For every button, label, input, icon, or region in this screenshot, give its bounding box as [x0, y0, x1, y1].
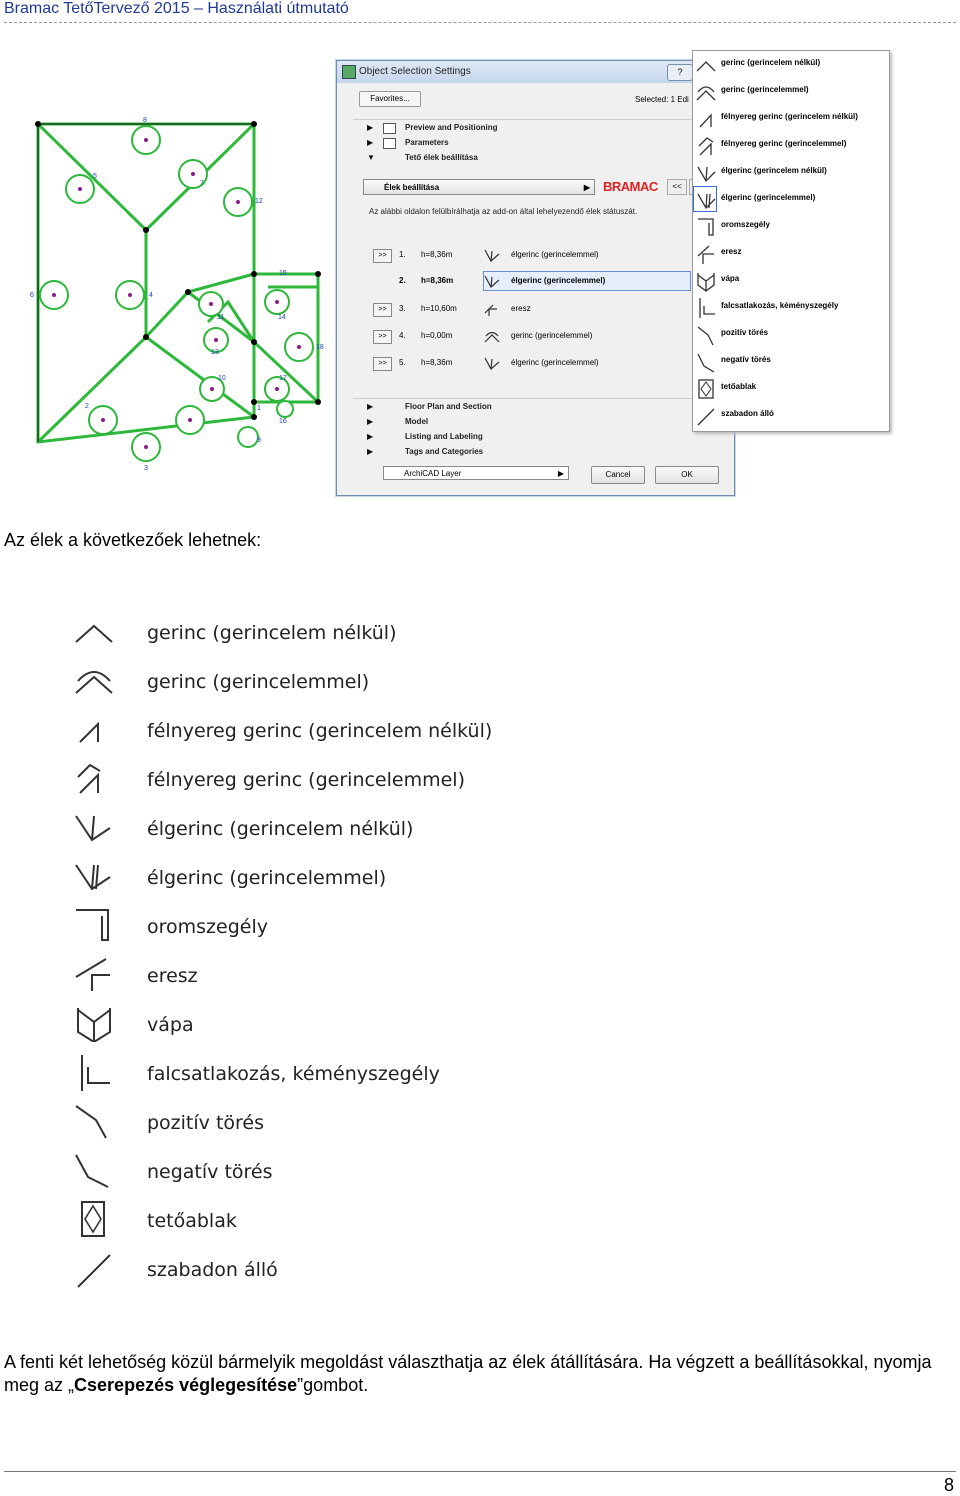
dropdown-option[interactable]: negatív törés	[693, 348, 889, 375]
row-go-button[interactable]: >>	[373, 330, 392, 344]
section-teto-elek[interactable]: Tető élek beállítása	[405, 153, 478, 162]
elgerinc-gerincelemmel-icon	[70, 855, 118, 895]
plan-label: 6	[30, 292, 34, 299]
gerinc-icon	[483, 328, 501, 344]
plan-label: 15	[279, 270, 287, 277]
dropdown-option[interactable]: vápa	[693, 267, 889, 294]
section-floor-plan[interactable]: Floor Plan and Section	[405, 402, 492, 411]
plan-label: 17	[279, 375, 287, 382]
gerinc-icon	[695, 53, 717, 77]
dropdown-option[interactable]: eresz	[693, 240, 889, 267]
elgerinc-icon	[483, 355, 501, 371]
section-preview[interactable]: Preview and Positioning	[405, 123, 498, 132]
dropdown-option[interactable]: tetőablak	[693, 375, 889, 402]
row-go-button[interactable]: >>	[373, 249, 392, 263]
plan-label: 8	[143, 117, 147, 124]
info-text: Az alábbi oldalon felülbírálhatja az add-on által lehelyezendő élek státuszát.	[369, 207, 638, 216]
edge-row[interactable]: >> 4. h=0,00m gerinc (gerincelemmel)	[373, 328, 693, 346]
legend-item: pozitív törés	[70, 1100, 670, 1149]
section-tags[interactable]: Tags and Categories	[405, 447, 484, 456]
edge-row[interactable]: >> 3. h=10,60m eresz	[373, 301, 693, 319]
page-number: 8	[943, 1475, 954, 1495]
row-go-button[interactable]: >>	[373, 303, 392, 317]
tetoablak-icon	[70, 1198, 118, 1238]
elgerinc-icon	[483, 273, 501, 289]
gerinc-gerincelemmel-icon	[695, 80, 717, 104]
footer-divider	[4, 1471, 956, 1472]
legend-item: élgerinc (gerincelem nélkül)	[70, 806, 670, 855]
plan-label: 14	[278, 314, 286, 321]
dialog-title: Object Selection Settings	[359, 66, 471, 77]
dropdown-option[interactable]: élgerinc (gerincelem nélkül)	[693, 159, 889, 186]
legend-item: vápa	[70, 1002, 670, 1051]
plan-label: 4	[149, 292, 153, 299]
edge-row-selected[interactable]: 2. h=8,36m élgerinc (gerincelemmel)	[373, 273, 693, 291]
dropdown-option[interactable]: falcsatlakozás, kéményszegély	[693, 294, 889, 321]
plan-label: 5	[93, 173, 97, 180]
app-icon	[342, 65, 356, 79]
eresz-icon	[483, 301, 501, 317]
finalize-button-name: Cserepezés véglegesítése	[74, 1375, 298, 1395]
falcsatlakozas-icon	[70, 1051, 118, 1091]
plan-label: 12	[255, 198, 263, 205]
favorites-button[interactable]: Favorites...	[359, 91, 421, 107]
dropdown-option[interactable]: gerinc (gerincelemmel)	[693, 78, 889, 105]
oromszegely-icon	[70, 904, 118, 944]
expand-triangle-icon[interactable]: ▶	[367, 447, 374, 456]
dropdown-option[interactable]: oromszegély	[693, 213, 889, 240]
eresz-icon	[70, 953, 118, 993]
dropdown-option[interactable]: gerinc (gerincelem nélkül)	[693, 51, 889, 78]
edge-row[interactable]: >> 5. h=8,36m élgerinc (gerincelemmel)	[373, 355, 693, 373]
nav-prev-button[interactable]: <<	[667, 179, 687, 195]
legend-item: oromszegély	[70, 904, 670, 953]
dropdown-option[interactable]: félnyereg gerinc (gerincelemmel)	[693, 132, 889, 159]
pozitiv-tores-icon	[70, 1100, 118, 1140]
section-listing[interactable]: Listing and Labeling	[405, 432, 483, 441]
expand-triangle-icon[interactable]: ▶	[367, 123, 374, 132]
legend-item: félnyereg gerinc (gerincelemmel)	[70, 757, 670, 806]
expand-triangle-icon[interactable]: ▶	[367, 402, 374, 411]
document-header-title: Bramac TetőTervező 2015 – Használati útmutató	[4, 0, 349, 17]
plan-label: 13	[211, 349, 219, 356]
section-parameters[interactable]: Parameters	[405, 138, 449, 147]
expand-triangle-icon[interactable]: ▶	[367, 432, 374, 441]
help-button[interactable]: ?	[667, 64, 693, 81]
szabadon-allo-icon	[70, 1247, 118, 1289]
gerinc-icon	[70, 610, 118, 650]
legend-item: gerinc (gerincelem nélkül)	[70, 610, 670, 659]
legend-item: szabadon álló	[70, 1247, 670, 1296]
plan-label: 9	[257, 437, 261, 444]
felnyereg-icon	[695, 107, 717, 131]
final-instruction: A fenti két lehetőség közül bármelyik megoldást választhatja az élek átállítására. Ha végzett a beállításokkal, nyomja meg az „Cserepezés véglegesítése”gombot.	[4, 1352, 932, 1395]
chevron-right-icon: ▶	[557, 469, 564, 478]
plan-label: 3	[144, 465, 148, 472]
dropdown-option[interactable]: félnyereg gerinc (gerincelem nélkül)	[693, 105, 889, 132]
dropdown-option-highlighted[interactable]: élgerinc (gerincelemmel)	[693, 186, 889, 213]
legend-item: falcsatlakozás, kéményszegély	[70, 1051, 670, 1100]
plan-label: 7	[200, 180, 204, 187]
vapa-icon	[695, 269, 717, 293]
layer-label: ArchiCAD Layer	[404, 469, 462, 478]
parameters-icon	[383, 138, 396, 149]
expand-triangle-icon[interactable]: ▶	[367, 138, 374, 147]
expand-triangle-icon[interactable]: ▶	[367, 417, 374, 426]
edge-type-dropdown-list[interactable]	[692, 50, 890, 432]
dropdown-option[interactable]: szabadon álló	[693, 402, 889, 429]
elek-beallitasa-dropdown[interactable]	[363, 179, 595, 195]
falcsatlakozas-icon	[695, 296, 717, 320]
cancel-button[interactable]: Cancel	[591, 466, 645, 484]
eresz-icon	[695, 242, 717, 266]
legend-item: negatív törés	[70, 1149, 670, 1198]
legend-item: félnyereg gerinc (gerincelem nélkül)	[70, 708, 670, 757]
plan-label: 11	[217, 314, 225, 321]
elgerinc-icon	[70, 806, 118, 846]
row-go-button[interactable]: >>	[373, 357, 392, 371]
legend-item: tetőablak	[70, 1198, 670, 1247]
bramac-logo: BRAMAC	[603, 179, 658, 194]
section-model[interactable]: Model	[405, 417, 429, 426]
legend-item: eresz	[70, 953, 670, 1002]
plan-label: 10	[218, 375, 226, 382]
object-selection-settings-dialog	[336, 60, 735, 496]
roof-plan-drawing	[28, 112, 328, 472]
intro-text: Az élek a következőek lehetnek:	[4, 530, 262, 550]
elgerinc-icon	[483, 247, 501, 263]
plan-label: 18	[316, 344, 324, 351]
dialog-titlebar	[337, 61, 734, 83]
tetoablak-icon	[695, 377, 717, 401]
ok-button[interactable]: OK	[655, 466, 719, 484]
dropdown-option[interactable]: pozitív törés	[693, 321, 889, 348]
elek-label: Élek beállítása	[384, 183, 440, 192]
pozitiv-tores-icon	[695, 323, 717, 347]
szabadon-allo-icon	[695, 404, 717, 428]
legend-item: gerinc (gerincelemmel)	[70, 659, 670, 708]
plan-label: 2	[85, 403, 89, 410]
edge-row[interactable]: >> 1. h=8,36m élgerinc (gerincelemmel)	[373, 247, 693, 265]
plan-label: 1	[257, 405, 261, 412]
felnyereg-gerincelemmel-icon	[695, 134, 717, 158]
negativ-tores-icon	[695, 350, 717, 374]
vapa-icon	[70, 1002, 118, 1042]
felnyereg-gerincelemmel-icon	[70, 757, 118, 797]
preview-icon	[383, 123, 396, 134]
header-divider	[4, 22, 956, 23]
elgerinc-gerincelemmel-icon	[695, 188, 717, 212]
oromszegely-icon	[695, 215, 717, 239]
legend-item: élgerinc (gerincelemmel)	[70, 855, 670, 904]
chevron-right-icon: ▶	[583, 183, 590, 192]
negativ-tores-icon	[70, 1149, 118, 1189]
layer-select[interactable]	[383, 466, 569, 480]
plan-label: 16	[279, 418, 287, 425]
felnyereg-icon	[70, 708, 118, 748]
selected-count: Selected: 1 Edi	[635, 95, 689, 104]
collapse-triangle-icon[interactable]: ▼	[367, 153, 375, 162]
elgerinc-icon	[695, 161, 717, 185]
gerinc-gerincelemmel-icon	[70, 659, 118, 699]
